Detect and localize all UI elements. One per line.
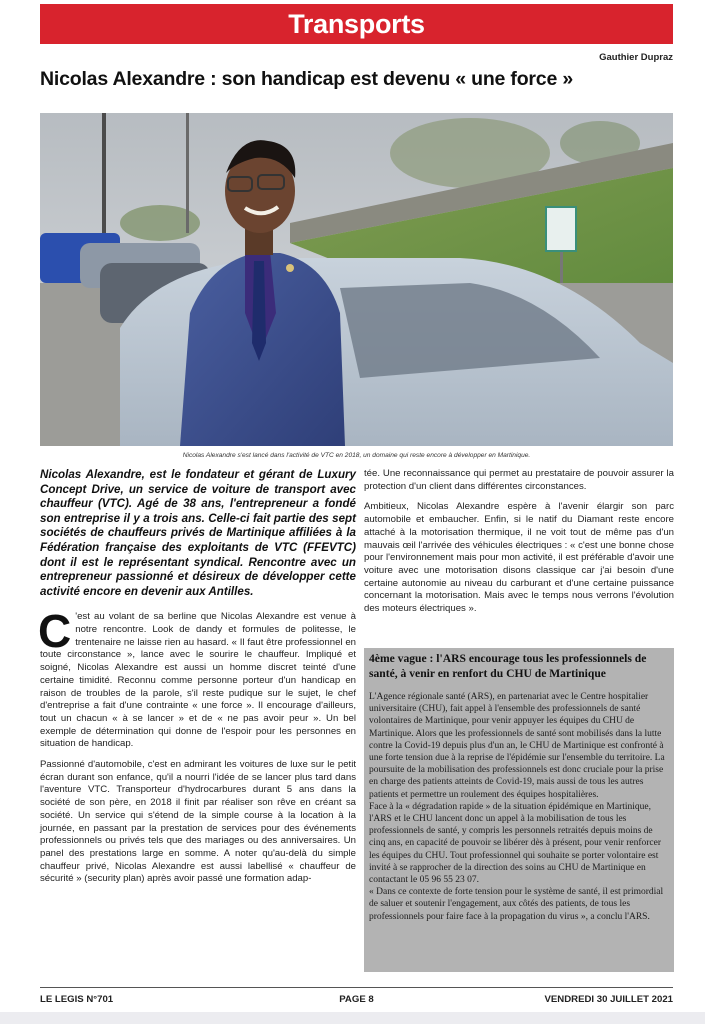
photo-man-by-car-image (40, 113, 673, 446)
article-paragraph: Ambitieux, Nicolas Alexandre espère à l'avenir élargir son parc automobile et embaucher. Enfin, si le natif du Diamant reste encore attaché à la motorisation thermique, il ne voit tout de même pas d'un mauvais œil l'arrivée des véhicules électriques : « c'est une bonne chose pour l'environnement mais pour mon activité, il est préférable d'avoir une voiture avec une motorisation disons classique car j'ai besoin d'une certaine autonomie au niveau du carburant et d'une certaine puissance concernant la motorisation. Mais avec le temps nous verrons l'évolution des moteurs électriques ». (364, 501, 674, 615)
article-headline: Nicolas Alexandre : son handicap est devenu « une force » (40, 68, 573, 90)
section-title: Transports (288, 9, 425, 39)
page-footer (40, 994, 673, 1008)
publication-issue: LE LEGIS N°701 (40, 994, 114, 1005)
bottom-strip (0, 1012, 705, 1024)
article-paragraph: Passionné d'automobile, c'est en admirant les voitures de luxe sur le petit écran durant son enfance, qu'il a nourri l'idée de se lancer plus tard dans l'aventure VTC. Transporteur d'hydrocarbures durant 5 ans dans la société de son père, en 2018 il finit par réaliser son rêve en créant sa société. Un service qui s'étend de la simple course à la location à la journée, en passant par la prestation de services pour des événements professionnels ou privés tels que des mariages ou des anniversaires. Un panel des prestations large en somme. A noter qu'au-delà du simple chauffeur privé, Nicolas Alexandre est aussi labellisé « chauffeur de sécurité » (security plan) après avoir passé une formation adap- (40, 759, 356, 885)
section-banner (40, 4, 673, 44)
sidebar-box-paragraph: Face à la « dégradation rapide » de la situation épidémique en Martinique, l'ARS et le CHU lancent donc un appel à la mobilisation de tous les professionnels de santé, y compris les personnels retraités depuis moins de cinq ans, en capacité de pouvoir se libérer dès à présent, pour venir renforcer les équipes du CHU. Tout professionnel qui souhaite se porter volontaire est invité à se rapprocher de la direction des soins au CHU de Martinique en contactant le 05 96 55 23 07. (369, 801, 661, 886)
article-paragraph-text: 'est au volant de sa berline que Nicolas Alexandre est venue à notre rencontre. Look de dandy et formules de politesse, le trentenaire ne laisse rien au hasard. « Il faut être professionnel en toute circonstance », lance avec le sourire le chauffeur. Impliqué et soigné, Nicolas Alexandre est aussi un homme discret teinté d'une certaine timidité. Reconnu comme personne porteur d'un handicap en raison de troubles de la parole, s'il reste pudique sur le sujet, le chef d'entreprise a fait d'une contrainte « une force ». Il encourage d'ailleurs, tout un chacun « à se lancer » et de « ne pas avoir peur ». Un bel exemple de détermination qui donne de l'espoir pour les personnes en situation de handicap. (40, 611, 356, 750)
sidebar-box-title: 4ème vague : l'ARS encourage tous les professionnels de santé, à venir en renfort du CHU de Martinique (369, 652, 647, 680)
article-paragraph (38, 605, 356, 751)
footer-divider (40, 987, 673, 988)
sidebar-news-box (364, 648, 674, 972)
sidebar-box-paragraph: « Dans ce contexte de forte tension pour le système de santé, il est primordial de saluer et soutenir l'engagement, aux côtés des patients, de tous les professionnels pour faire face à la propagation du virus », a conclu l'ARS. (369, 887, 664, 922)
page-number: PAGE 8 (339, 994, 374, 1005)
author-byline: Gauthier Dupraz (599, 52, 673, 63)
article-photo (40, 113, 673, 446)
publication-date: VENDREDI 30 JUILLET 2021 (544, 994, 673, 1005)
article-paragraph: tée. Une reconnaissance qui permet au prestataire de pouvoir assurer la protection d'un client dans différentes circonstances. (364, 468, 674, 492)
article-column-right (364, 468, 674, 616)
photo-caption: Nicolas Alexandre s'est lancé dans l'activité de VTC en 2018, un domaine qui reste encore à développer en Martinique. (182, 452, 531, 459)
drop-cap: C (38, 605, 72, 658)
article-lead: Nicolas Alexandre, est le fondateur et gérant de Luxury Concept Drive, un service de voiture de transport avec chauffeur (VTC). Agé de 38 ans, l'entrepreneur a fondé son entreprise il y a trois ans. Celle-ci fait partie des sept sociétés de chauffeurs privés de Martinique affiliées à la Fédération française des exploitants de VTC (FFEVTC) dont il est le représentant syndical. Rencontre avec un entrepreneur passionné et désireux de développer cette activité encore en devenir aux Antilles. (40, 468, 356, 598)
sidebar-box-body (369, 691, 669, 923)
article-column-left (40, 468, 356, 886)
sidebar-box-paragraph: L'Agence régionale santé (ARS), en partenariat avec le Centre hospitalier universitaire (CHU), fait appel à l'ensemble des professionnels de santé volontaires de Martinique, pour venir appuyer les équipes du CHU de Martinique. Alors que les professionnels de santé sont mobilisés dans la lutte contre la Covid-19 depuis plus d'un an, le CHU de Martinique est confronté à une forte tension due à la reprise de l'épidémie sur l'ensemble du territoire. La poursuite de la mobilisation des professionnels est donc cruciale pour la prise en charge des patients atteints de Covid-19, mais aussi de tous les autres patients et permettre un roulement des équipes hospitalières. (369, 692, 665, 800)
